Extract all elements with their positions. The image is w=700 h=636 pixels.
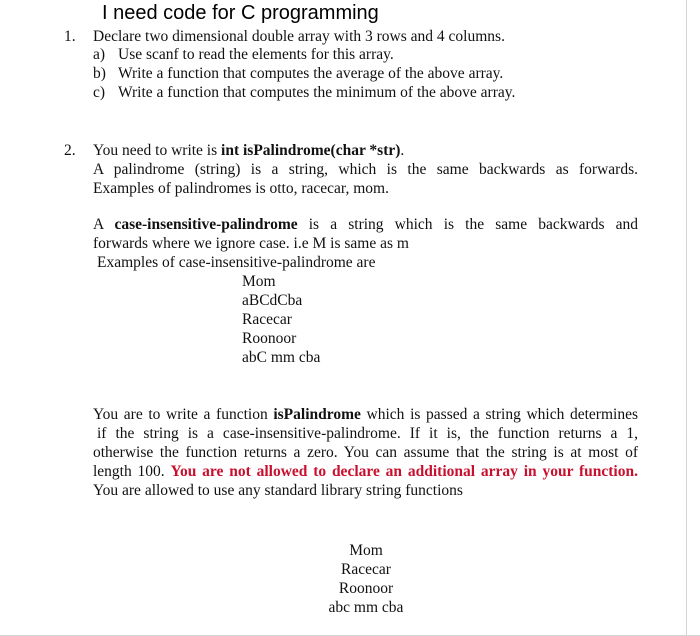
q2-task-line-1-rest: which is passed a string which determines	[366, 406, 638, 423]
page-right-border	[686, 0, 687, 636]
bottom-example-item: Roonoor	[338, 580, 394, 597]
q2-ci-line-2: forwards where we ignore case. i.e M is same as m	[93, 235, 409, 252]
q2-intro	[93, 141, 404, 160]
q2-task-line-5: You are allowed to use any standard library string functions	[93, 482, 463, 499]
q1-part-c-text: Write a function that computes the minimum of the above array.	[118, 84, 516, 101]
q2-ci-term: case-insensitive-palindrome	[114, 216, 298, 233]
q1-part-b-text: Write a function that computes the average of the above array.	[118, 65, 504, 82]
q2-task-function: isPalindrome	[273, 406, 361, 423]
q2-task-line-1	[93, 405, 638, 424]
q2-intro-prefix: You need to write is	[93, 142, 218, 159]
example-item: abC mm cba	[242, 349, 321, 366]
q2-number: 2.	[64, 142, 76, 159]
example-item: aBCdCba	[242, 292, 303, 309]
q2-task-line-2: if the string is a case-insensitive-palindrome. If it is, the function returns a 1,	[97, 425, 638, 442]
q1-part-a-text: Use scanf to read the elements for this array.	[118, 46, 394, 63]
q2-task-line-4-prefix: length 100.	[93, 463, 165, 480]
q2-function-signature: int isPalindrome(char *str)	[221, 142, 401, 159]
q2-examples-heading: Examples of case-insensitive-palindrome are	[97, 254, 376, 271]
bottom-example-item: Mom	[349, 542, 383, 559]
example-item: Roonoor	[242, 330, 297, 347]
q2-intro-suffix: .	[400, 142, 405, 159]
q2-ci-line-1-rest: is a string which is the same backwards and	[308, 216, 639, 233]
q1-part-b-letter: b)	[93, 65, 106, 82]
question-heading: I need code for C programming	[102, 2, 379, 24]
example-item: Racecar	[242, 311, 292, 328]
q1-part-a-letter: a)	[93, 46, 106, 63]
bottom-example-item: Racecar	[341, 561, 391, 578]
q2-warning-text: You are not allowed to declare an additional array in your function.	[170, 463, 638, 480]
q1-part-c-letter: c)	[93, 84, 106, 101]
q2-task-prefix: You are to write a function	[93, 406, 268, 423]
example-item: Mom	[242, 273, 276, 290]
q2-task-line-4	[93, 462, 638, 481]
q1-number: 1.	[64, 28, 76, 45]
q2-ci-prefix: A	[93, 216, 104, 233]
q2-ci-line-1	[93, 215, 638, 234]
q2-definition-line-2: Examples of palindromes is otto, racecar, mom.	[93, 180, 389, 197]
bottom-example-item: abc mm cba	[328, 599, 404, 616]
q1-text: Declare two dimensional double array with 3 rows and 4 columns.	[93, 28, 505, 45]
q2-definition-line-1: A palindrome (string) is a string, which is the same backwards as forwards.	[93, 161, 638, 178]
q2-task-line-3: otherwise the function returns a zero. You can assume that the string is at most of	[93, 444, 638, 461]
